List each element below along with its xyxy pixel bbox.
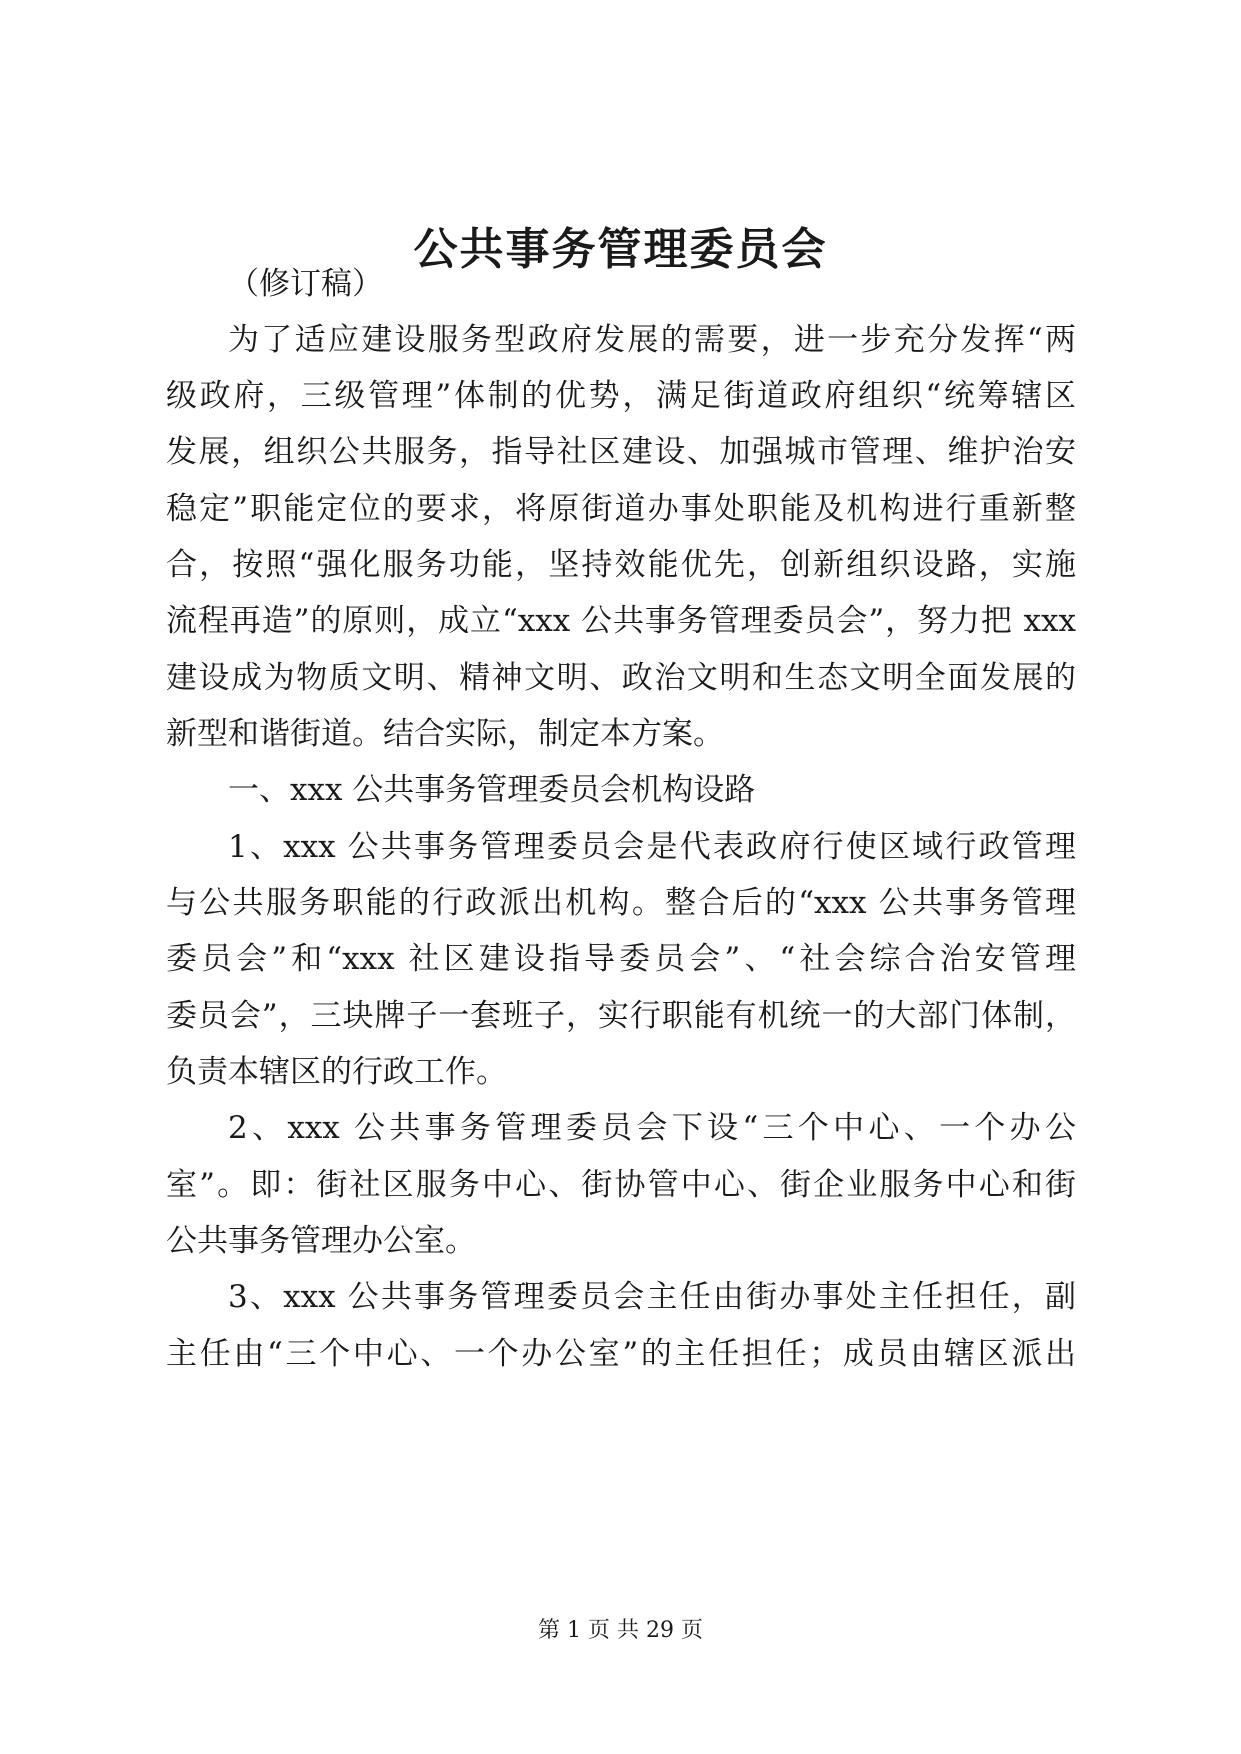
section-heading: 一、xxx 公共事务管理委员会机构设路 [228,772,756,808]
page-number: 第 1 页 共 29 页 [538,1618,703,1643]
paragraph-line: 与公共服务职能的行政派出机构。整合后的“xxx 公共事务管理 [166,885,1076,921]
page-title: 公共事务管理委员会 [413,224,828,275]
paragraph-line: 合，按照“强化服务功能，坚持效能优先，创新组织设路，实施 [166,547,1076,583]
paragraph-line: 室”。即：街社区服务中心、街协管中心、街企业服务中心和街 [166,1167,1076,1203]
paragraph-line: 2、xxx 公共事务管理委员会下设“三个中心、一个办公 [228,1110,1076,1146]
paragraph-line: 委员会”，三块牌子一套班子，实行职能有机统一的大部门体制， [166,998,1076,1034]
paragraph-line: 3、xxx 公共事务管理委员会主任由街办事处主任担任，副 [228,1279,1076,1315]
paragraph-line: 建设成为物质文明、精神文明、政治文明和生态文明全面发展的 [166,660,1076,696]
paragraph-line: 稳定”职能定位的要求，将原街道办事处职能及机构进行重新整 [166,491,1076,527]
paragraph-line: 公共事务管理办公室。 [166,1223,476,1259]
paragraph-line: 委员会”和“xxx 社区建设指导委员会”、“社会综合治安管理 [166,941,1076,977]
document-subtitle: （修订稿） [228,266,383,302]
paragraph-line: 负责本辖区的行政工作。 [166,1054,507,1090]
paragraph-line: 流程再造”的原则，成立“xxx 公共事务管理委员会”，努力把 xxx [166,603,1076,639]
paragraph-line: 1、xxx 公共事务管理委员会是代表政府行使区域行政管理 [228,829,1076,865]
paragraph-line: 主任由“三个中心、一个办公室”的主任担任；成员由辖区派出 [166,1336,1076,1372]
paragraph-line: 发展，组织公共服务，指导社区建设、加强城市管理、维护治安 [166,434,1076,470]
paragraph-line: 级政府，三级管理”体制的优势，满足街道政府组织“统筹辖区 [166,378,1076,414]
paragraph-line: 为了适应建设服务型政府发展的需要，进一步充分发挥“两 [228,322,1076,358]
paragraph-line: 新型和谐街道。结合实际，制定本方案。 [166,716,724,752]
